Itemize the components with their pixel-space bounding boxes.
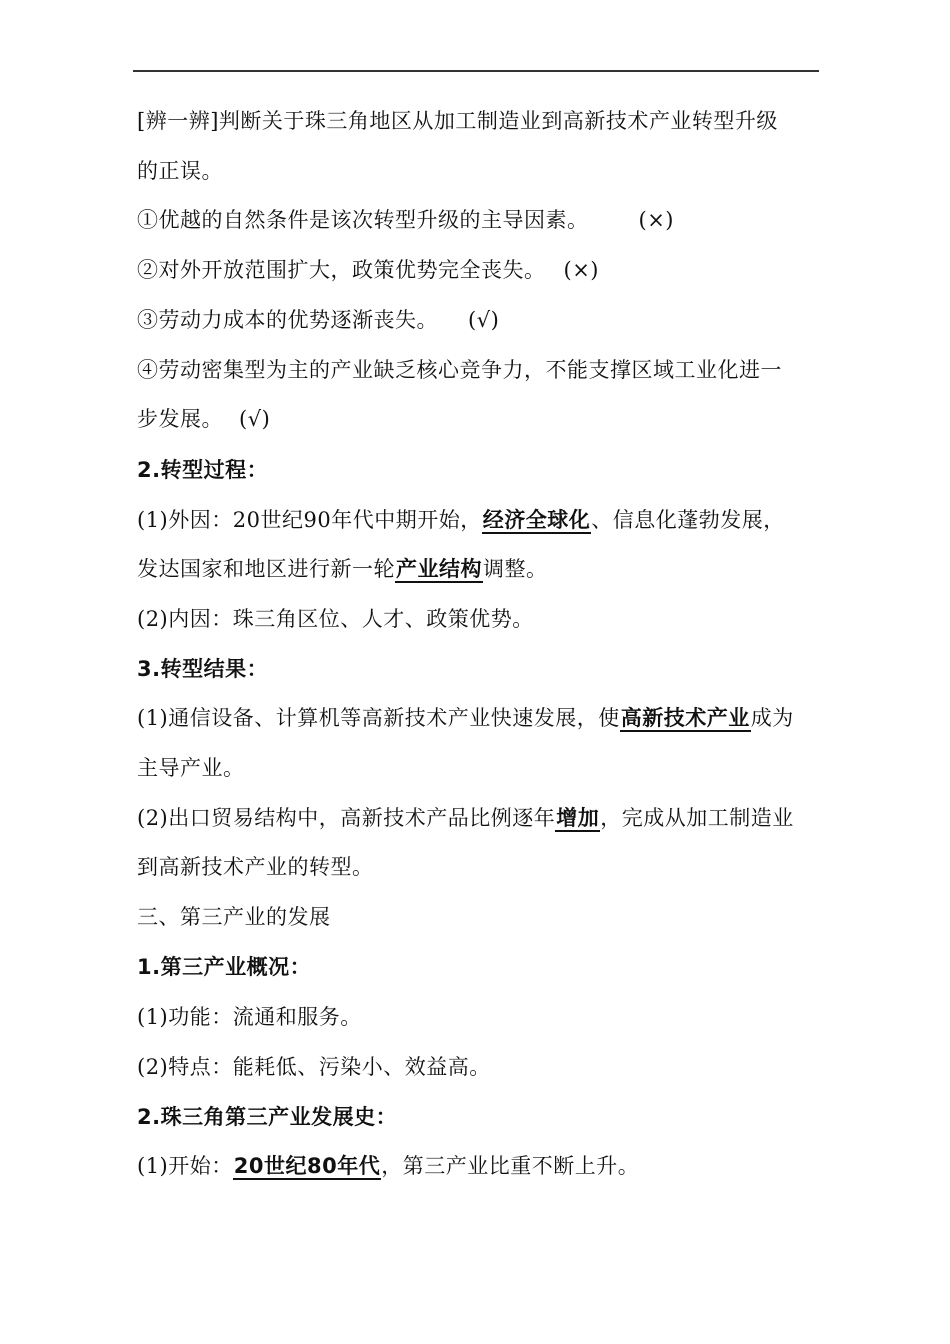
judge-intro-cont: 的正误。: [137, 159, 223, 183]
text-run: 调整。: [483, 557, 548, 581]
judge-mark: (×): [563, 258, 599, 282]
text-run: (1)通信设备、计算机等高新技术产业快速发展，使: [137, 706, 620, 730]
judge-item-4: ④劳动密集型为主的产业缺乏核心竞争力，不能支撑区域工业化进一: [137, 358, 782, 382]
tertiary-heading-2: 2.珠三角第三产业发展史：: [137, 1105, 398, 1129]
tertiary-function: (1)功能：流通和服务。: [137, 1005, 362, 1029]
judge-item-4-cont: [137, 404, 270, 434]
answer-blank: 增加: [556, 806, 600, 830]
text-run: ，完成从加工制造业: [600, 806, 794, 830]
text-run: 发达国家和地区进行新一轮: [137, 557, 395, 581]
result-item-2-cont: 到高新技术产业的转型。: [137, 855, 374, 879]
judge-mark: (×): [638, 208, 674, 232]
judge-item-text: ①优越的自然条件是该次转型升级的主导因素。: [137, 208, 589, 232]
result-heading: 3.转型结果：: [137, 657, 269, 681]
result-item-1-cont: 主导产业。: [137, 756, 245, 780]
judge-tag: [辨一辨]: [137, 109, 219, 133]
result-item-1: [137, 703, 794, 733]
header-rule: [133, 70, 819, 72]
judge-item-1: [137, 205, 674, 235]
tertiary-heading-1: 1.第三产业概况：: [137, 955, 312, 979]
judge-item-text: ②对外开放范围扩大，政策优势完全丧失。: [137, 258, 546, 282]
tertiary-features: (2)特点：能耗低、污染小、效益高。: [137, 1055, 491, 1079]
judge-item-3: [137, 305, 499, 335]
answer-blank: 产业结构: [396, 557, 482, 581]
answer-blank: 经济全球化: [482, 508, 591, 532]
answer-blank: 高新技术产业: [620, 706, 750, 730]
answer-blank: 20世纪80年代: [233, 1154, 381, 1178]
judge-item-2: [137, 255, 599, 285]
text-run: (2)出口贸易结构中，高新技术产品比例逐年: [137, 806, 556, 830]
process-external-line: [137, 505, 785, 535]
process-heading: 2.转型过程：: [137, 458, 269, 482]
text-run: 、信息化蓬勃发展，: [591, 508, 785, 532]
judge-item-text: ③劳动力成本的优势逐渐丧失。: [137, 308, 438, 332]
judge-item-text: 步发展。: [137, 407, 223, 431]
result-item-2: [137, 803, 794, 833]
text-run: (1)开始：: [137, 1154, 233, 1178]
section-title: 三、第三产业的发展: [137, 905, 331, 929]
text-run: 成为: [750, 706, 794, 730]
text-run: ，第三产业比重不断上升。: [381, 1154, 640, 1178]
judge-mark: (√): [468, 308, 500, 332]
tertiary-start: [137, 1151, 639, 1181]
judge-intro: 判断关于珠三角地区从加工制造业到高新技术产业转型升级: [218, 109, 778, 133]
judge-mark: (√): [239, 407, 271, 431]
process-external-cont: [137, 554, 548, 584]
text-run: (1)外因：20世纪90年代中期开始，: [137, 508, 482, 532]
judge-intro-line: [137, 106, 778, 136]
process-internal: (2)内因：珠三角区位、人才、政策优势。: [137, 607, 534, 631]
